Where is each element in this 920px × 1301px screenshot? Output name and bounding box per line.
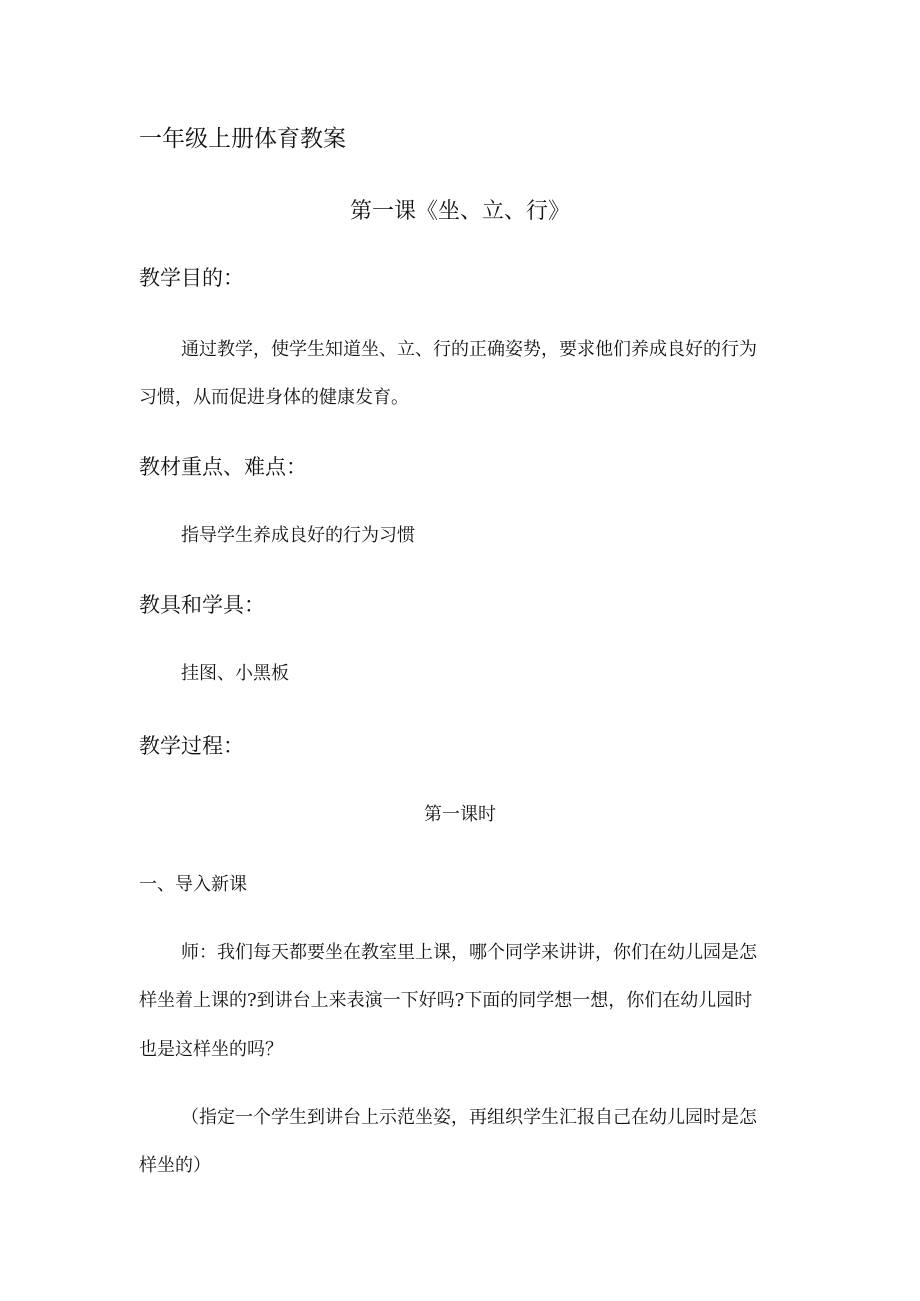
objective-text-line-1: 通过教学，使学生知道坐、立、行的正确姿势，要求他们养成良好的行为 — [181, 339, 757, 360]
lesson-title: 第一课《坐、立、行》 — [349, 199, 570, 224]
note-text-line-2: 样坐的） — [139, 1155, 211, 1176]
teacher-text-line-2: 样坐着上课的?到讲台上来表演一下好吗?下面的同学想一想，你们在幼儿园时 — [139, 990, 753, 1011]
note-text-line-1: （指定一个学生到讲台上示范坐姿，再组织学生汇报自己在幼儿园时是怎 — [181, 1107, 757, 1128]
key-points-text: 指导学生养成良好的行为习惯 — [181, 525, 415, 546]
teacher-text-line-1: 师：我们每天都要坐在教室里上课，哪个同学来讲讲，你们在幼儿园是怎 — [181, 942, 757, 963]
materials-heading: 教具和学具： — [139, 593, 265, 617]
key-points-heading: 教材重点、难点： — [139, 455, 307, 479]
document-title: 一年级上册体育教案 — [139, 126, 346, 152]
step-1-title: 一、导入新课 — [139, 874, 247, 895]
objective-text-line-2: 习惯，从而促进身体的健康发育。 — [139, 387, 409, 408]
period-title: 第一课时 — [424, 804, 496, 825]
process-heading: 教学过程： — [139, 734, 244, 758]
materials-text: 挂图、小黑板 — [181, 663, 289, 684]
objective-heading: 教学目的： — [139, 266, 244, 290]
teacher-text-line-3: 也是这样坐的吗？ — [139, 1039, 283, 1060]
